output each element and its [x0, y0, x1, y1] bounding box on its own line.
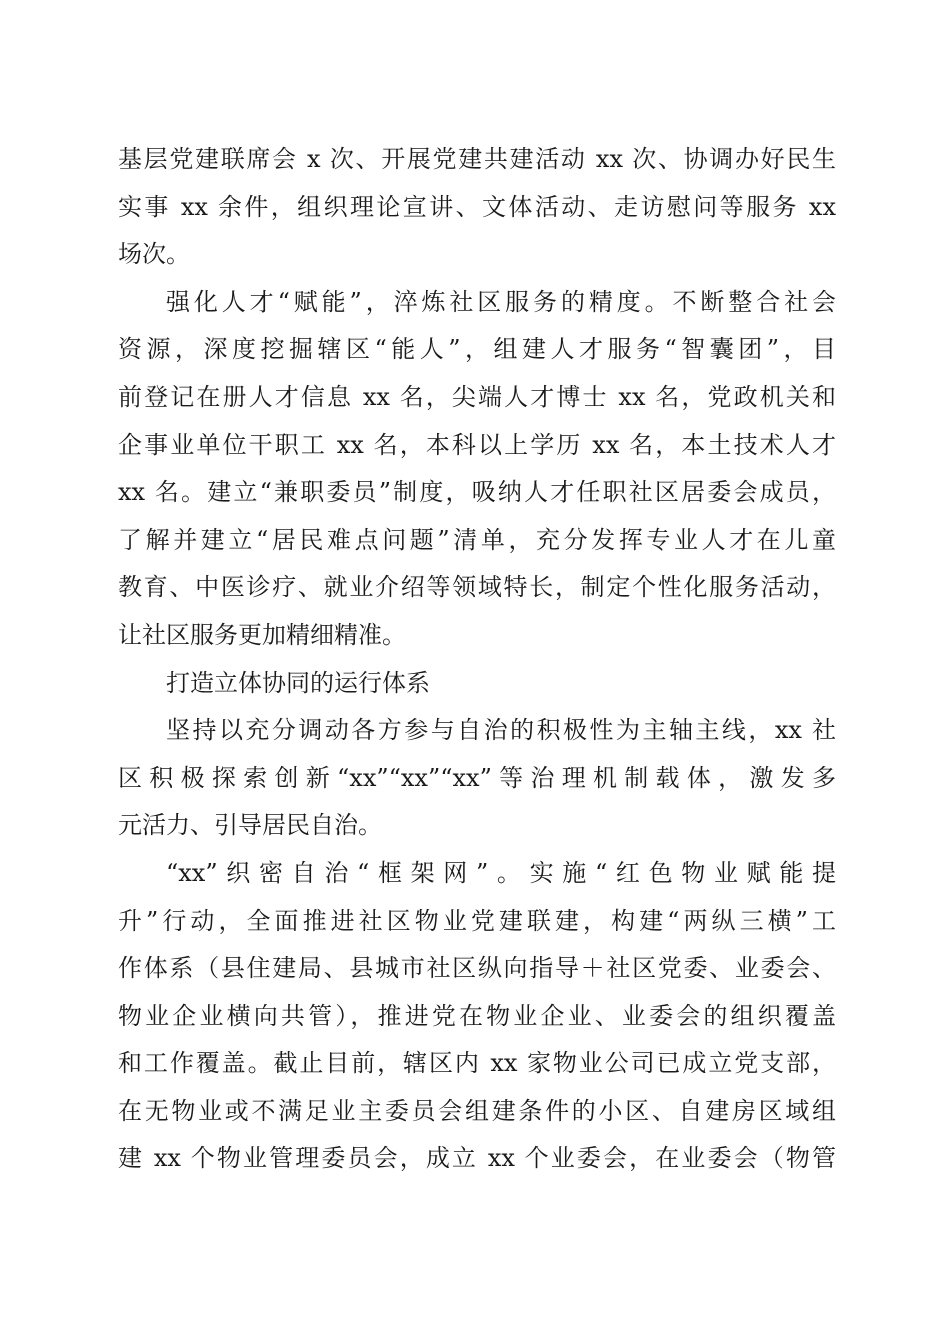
text-line: 企事业单位干职工 xx 名，本科以上学历 xx 名，本土技术人才 — [118, 430, 836, 459]
paragraph — [118, 850, 836, 1183]
text-line: 升”行动，全面推进社区物业党建联建，构建“两纵三横”工 — [118, 906, 836, 935]
text-line: 教育、中医诊疗、就业介绍等领域特长，制定个性化服务活动， — [118, 573, 836, 602]
section-heading — [118, 660, 836, 708]
document-body — [118, 136, 836, 1183]
text-line: 前登记在册人才信息 xx 名，尖端人才博士 xx 名，党政机关和 — [118, 382, 836, 411]
text-line: 基层党建联席会 x 次、开展党建共建活动 xx 次、协调办好民生 — [118, 145, 836, 173]
text-line: 建 xx 个物业管理委员会，成立 xx 个业委会，在业委会（物管 — [118, 1144, 836, 1173]
text-line: 作体系（县住建局、县城市社区纵向指导＋社区党委、业委会、 — [118, 954, 836, 983]
text-line: 资源，深度挖掘辖区“能人”，组建人才服务“智囊团”，目 — [118, 335, 836, 364]
text-line: 元活力、引导居民自治。 — [118, 811, 382, 840]
paragraph — [118, 136, 836, 279]
text-line: 了解并建立“居民难点问题”清单，充分发挥专业人才在儿童 — [118, 525, 836, 554]
text-line: 和工作覆盖。截止目前，辖区内 xx 家物业公司已成立党支部， — [118, 1049, 836, 1078]
text-line: 实事 xx 余件，组织理论宣讲、文体活动、走访慰问等服务 xx — [118, 192, 836, 221]
text-line: 场次。 — [118, 240, 190, 269]
text-line: 区积极探索创新“xx”“xx”“xx”等治理机制载体，激发多 — [118, 763, 836, 792]
paragraph — [118, 707, 836, 850]
text-line: 物业企业横向共管），推进党在物业企业、业委会的组织覆盖 — [118, 1001, 836, 1030]
text-line: 让社区服务更加精细精准。 — [118, 620, 406, 649]
text-line: 打造立体协同的运行体系 — [166, 668, 430, 697]
text-line: xx 名。建立“兼职委员”制度，吸纳人才任职社区居委会成员， — [118, 478, 836, 507]
text-line: 在无物业或不满足业主委员会组建条件的小区、自建房区域组 — [118, 1096, 836, 1125]
paragraph — [118, 279, 836, 660]
text-line: “xx”织密自治“框架网”。实施“红色物业赋能提 — [166, 858, 836, 887]
text-line: 坚持以充分调动各方参与自治的积极性为主轴主线，xx 社 — [166, 716, 836, 745]
text-line: 强化人才“赋能”，淬炼社区服务的精度。不断整合社会 — [166, 287, 836, 316]
